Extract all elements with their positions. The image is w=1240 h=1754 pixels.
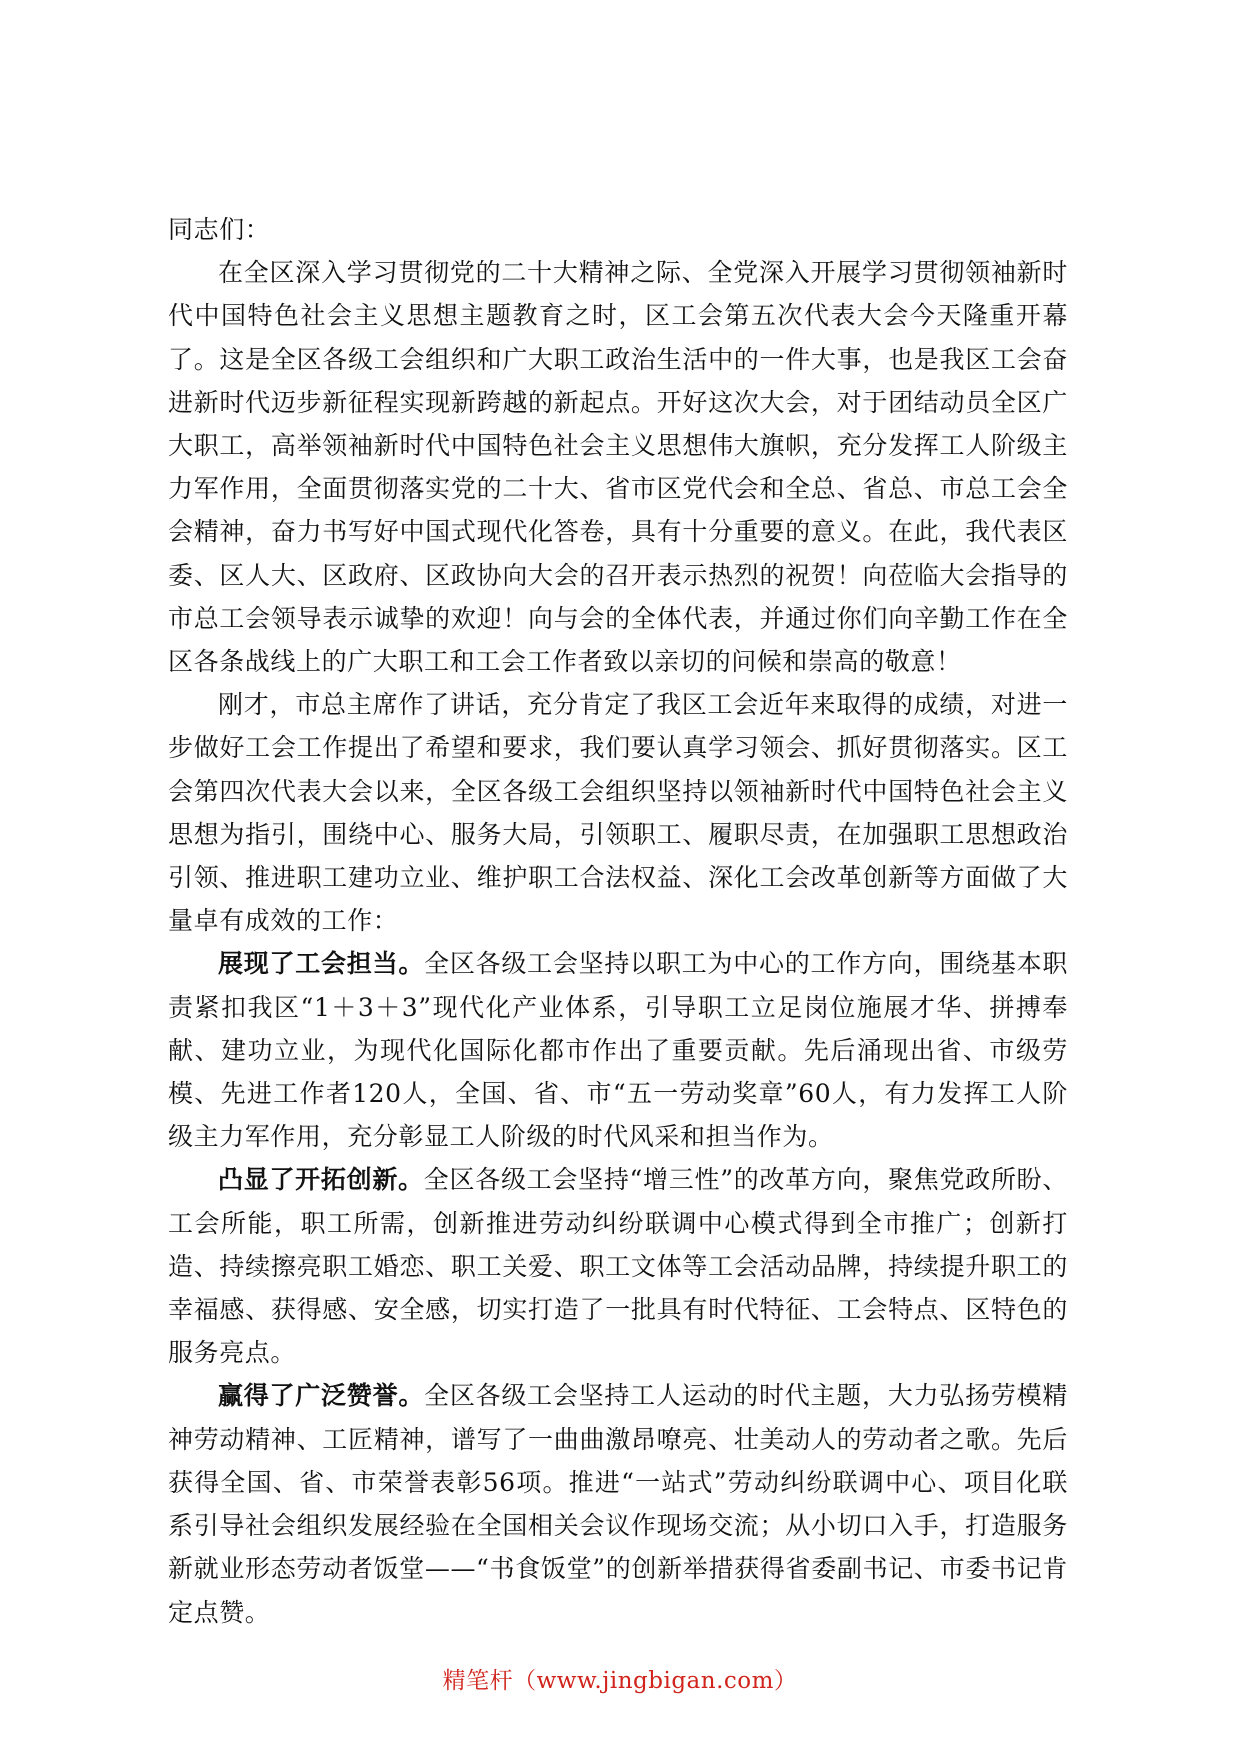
- paragraph-achievement-3: [168, 1374, 1068, 1633]
- paragraph-text: 全区各级工会坚持工人运动的时代主题，大力弘扬劳模精神劳动精神、工匠精神，谱写了一曲曲激昂嘹亮、壮美动人的劳动者之歌。先后获得全国、省、市荣誉表彰56项。推进“一站式”劳动纠纷联调中心、项目化联系引导社会组织发展经验在全国相关会议作现场交流；从小切口入手，打造服务新就业形态劳动者饭堂——“书食饭堂”的创新举措获得省委副书记、市委书记肯定点赞。: [168, 1381, 1068, 1627]
- paragraph-text: 全区各级工会坚持以职工为中心的工作方向，围绕基本职责紧扣我区“1＋3＋3”现代化产业体系，引导职工立足岗位施展才华、拼搏奉献、建功立业，为现代化国际化都市作出了重要贡献。先后涌现出省、市级劳模、先进工作者120人，全国、省、市“五一劳动奖章”60人，有力发挥工人阶级主力军作用，充分彰显工人阶级的时代风采和担当作为。: [168, 949, 1068, 1152]
- paragraph-opening: [168, 251, 1068, 683]
- paragraph-text: 全区各级工会坚持“增三性”的改革方向，聚焦党政所盼、工会所能，职工所需，创新推进劳动纠纷联调中心模式得到全市推广；创新打造、持续擦亮职工婚恋、职工关爱、职工文体等工会活动品牌，持续提升职工的幸福感、获得感、安全感，切实打造了一批具有时代特征、工会特点、区特色的服务亮点。: [168, 1165, 1068, 1368]
- paragraph-lead-heading: 凸显了开拓创新。: [218, 1165, 424, 1195]
- paragraph-achievement-1: [168, 942, 1068, 1158]
- paragraph-review: [168, 683, 1068, 942]
- paragraph-lead-heading: 展现了工会担当。: [218, 949, 425, 979]
- paragraph-text: 在全区深入学习贯彻党的二十大精神之际、全党深入开展学习贯彻领袖新时代中国特色社会主义思想主题教育之时，区工会第五次代表大会今天隆重开幕了。这是全区各级工会组织和广大职工政治生活中的一件大事，也是我区工会奋进新时代迈步新征程实现新跨越的新起点。开好这次大会，对于团结动员全区广大职工，高举领袖新时代中国特色社会主义思想伟大旗帜，充分发挥工人阶级主力军作用，全面贯彻落实党的二十大、省市区党代会和全总、省总、市总工会全会精神，奋力书写好中国式现代化答卷，具有十分重要的意义。在此，我代表区委、区人大、区政府、区政协向大会的召开表示热烈的祝贺！向莅临大会指导的市总工会领导表示诚挚的欢迎！向与会的全体代表，并通过你们向辛勤工作在全区各条战线上的广大职工和工会工作者致以亲切的问候和崇高的敬意！: [168, 258, 1068, 677]
- greeting: 同志们：: [168, 215, 271, 244]
- footer-watermark: 精笔杆（www.jingbigan.com）: [442, 1668, 798, 1694]
- paragraph-text: 刚才，市总主席作了讲话，充分肯定了我区工会近年来取得的成绩，对进一步做好工会工作提出了希望和要求，我们要认真学习领会、抓好贯彻落实。区工会第四次代表大会以来，全区各级工会组织坚持以领袖新时代中国特色社会主义思想为指引，围绕中心、服务大局，引领职工、履职尽责，在加强职工思想政治引领、推进职工建功立业、维护职工合法权益、深化工会改革创新等方面做了大量卓有成效的工作：: [168, 690, 1068, 936]
- paragraph-achievement-2: [168, 1158, 1068, 1374]
- paragraph-lead-heading: 赢得了广泛赞誉。: [218, 1381, 425, 1411]
- document-body: [168, 208, 1068, 1634]
